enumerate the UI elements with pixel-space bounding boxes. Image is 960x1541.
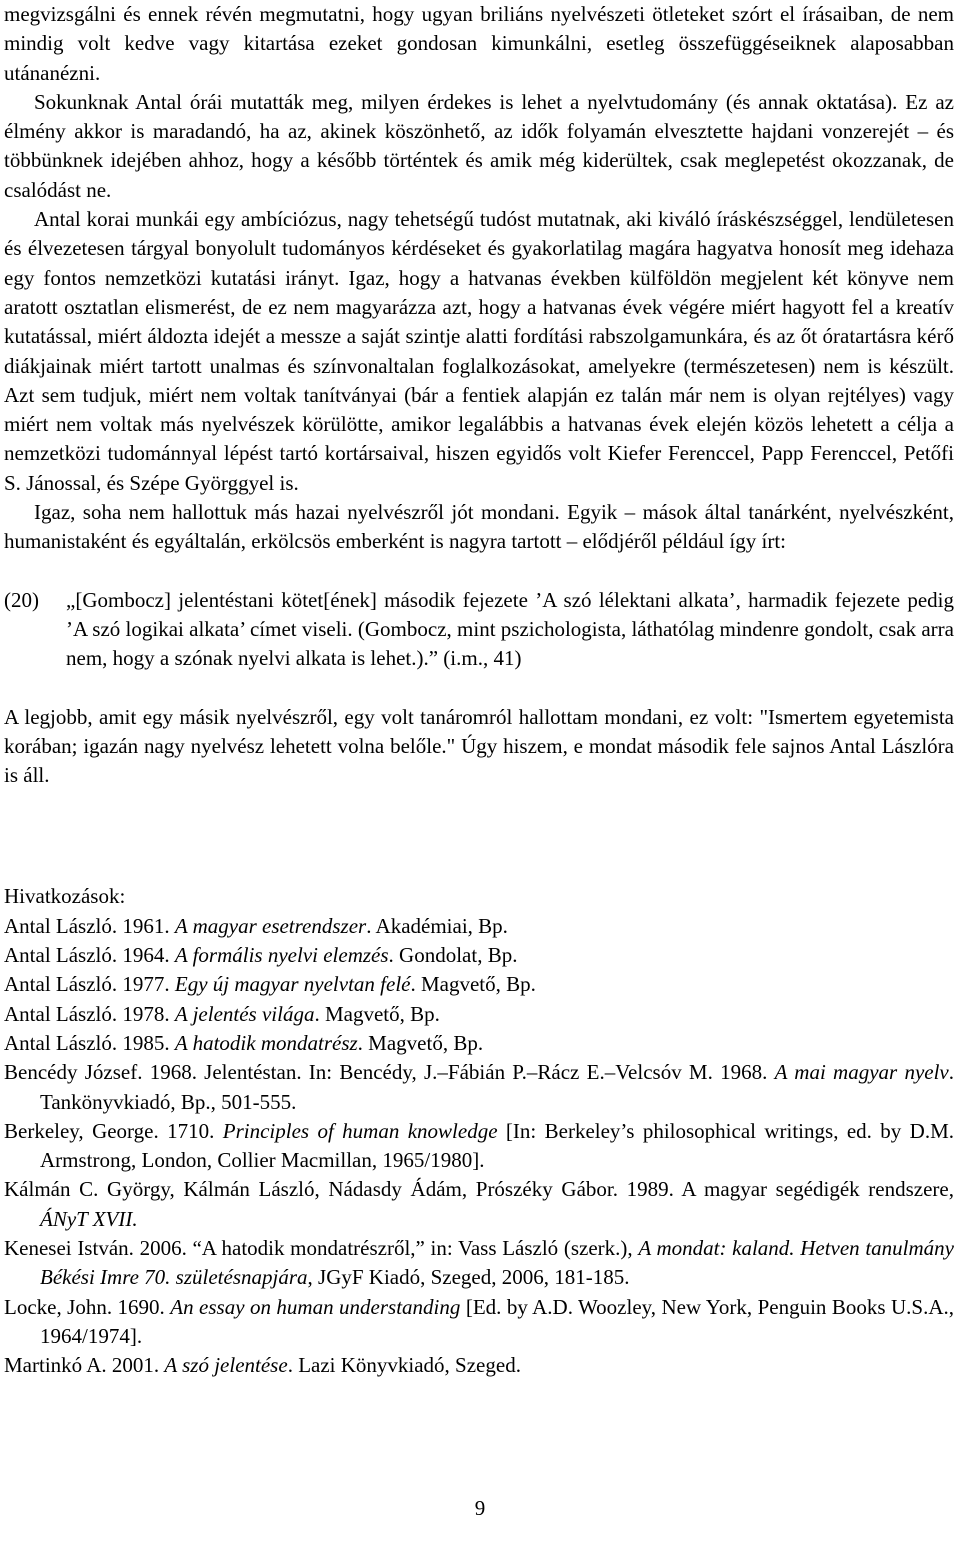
reference-item — [4, 941, 954, 970]
reference-text: Martinkó A. 2001. — [4, 1353, 165, 1378]
reference-text: Kenesei István. 2006. “A hatodik mondatrészről,” in: Vass László (szerk.), — [4, 1235, 639, 1260]
reference-title: ÁNyT XVII. — [40, 1206, 138, 1231]
reference-text: Antal László. 1978. — [4, 1001, 175, 1026]
reference-text: Locke, John. 1690. — [4, 1294, 171, 1319]
reference-item — [4, 1175, 954, 1234]
reference-title: A formális nyelvi elemzés — [174, 943, 389, 968]
reference-text: Antal László. 1964. — [4, 943, 175, 968]
reference-item — [4, 1058, 954, 1117]
reference-item — [4, 970, 954, 999]
closing-paragraph: A legjobb, amit egy másik nyelvészről, egy volt tanáromról hallottam mondani, ez volt: "Ismertem egyetemista korában; igazán nagy nyelvész lehetett volna belőle." Úgy hiszem, e mondat második fele sajnos Antal Lászlóra is áll. — [4, 704, 954, 788]
reference-source: [In: Berkeley’s philosophical writings, ed. by D.M. Armstrong, London, Collier Macmillan, 1965/1980]. — [40, 1118, 955, 1173]
reference-title: A szó jelentése — [164, 1353, 288, 1378]
reference-source: . Tankönyvkiadó, Bp., 501-555. — [40, 1060, 954, 1114]
reference-text: Kálmán C. György, Kálmán László, Nádasdy Ádám, Prószéky Gábor. 1989. A magyar segédigék rendszere, — [4, 1177, 954, 1202]
reference-title: A hatodik mondatrész — [174, 1030, 358, 1055]
reference-text: Berkeley, George. 1710. — [4, 1118, 223, 1143]
references-heading: Hivatkozások: — [4, 884, 126, 909]
reference-source: [Ed. by A.D. Woozley, New York, Penguin Books U.S.A., 1964/1974]. — [40, 1294, 954, 1348]
reference-item — [4, 1000, 954, 1029]
reference-source: . Magvető, Bp. — [357, 1030, 484, 1055]
reference-source: . Magvető, Bp. — [410, 972, 536, 997]
reference-source: . Akadémiai, Bp. — [366, 913, 508, 938]
reference-title: A mai magyar nyelv — [774, 1060, 949, 1085]
reference-source: . Magvető, Bp. — [314, 1001, 440, 1026]
reference-item — [4, 912, 954, 941]
references-list — [4, 912, 954, 1381]
reference-text: Antal László. 1985. — [4, 1030, 175, 1055]
reference-text: Antal László. 1977. — [4, 972, 175, 997]
reference-item — [4, 1351, 954, 1380]
reference-source: . Gondolat, Bp. — [388, 943, 518, 968]
page-number: 9 — [474, 1496, 486, 1520]
reference-title: A mondat: kaland. Hetven tanulmány Békési Imre 70. születésnapjára — [40, 1235, 955, 1290]
document-page — [4, 0, 954, 1380]
reference-title: A magyar esetrendszer — [174, 913, 367, 938]
paragraph-3: Antal korai munkái egy ambíciózus, nagy tehetségű tudóst mutatnak, aki kiváló íráskészséggel, lendületesen és élvezetesen tárgyal bonyolult tudományos kérdéseket és gyakorlatilag magára hagyatva honosít meg idehaza egy fontos nemzetközi kutatási irányt. Igaz, hogy a hatvanas években külföldön megjelent két könyve nem aratott osztatlan elismerést, de ez nem magyarázza azt, hogy a hatvanas évek végére miért hagyott fel a kreatív kutatással, miért áldozta idejét a messze a saját szintje alatti fordítási rabszolgamunkára, és az őt óratartásra kérő diákjainak miért tartott unalmas és színvonaltalan foglalkozásokat, amelyekre (természetesen) nem is készült. Azt sem tudjuk, miért nem voltak tanítványai (bár a fentiek alapján ez talán már nem is olyan rejtélyes) vagy miért nem voltak más nyelvészek körülötte, amikor legalábbis a hatvanas évek elején közös lehetett a célja a nemzetközi tudománnyal lépést tartó kortársaival, hiszen egyidős volt Kiefer Ferenccel, Papp Ferenccel, Petőfi S. Jánossal, és Szépe Györggyel is. — [4, 207, 954, 495]
reference-text: Antal László. 1961. — [4, 913, 175, 938]
reference-title: Principles of human knowledge — [222, 1118, 498, 1143]
reference-title: An essay on human understanding — [170, 1294, 461, 1319]
reference-item — [4, 1293, 954, 1352]
paragraph-2: Sokunknak Antal órái mutatták meg, milyen érdekes is lehet a nyelvtudomány (és annak oktatása). Ez az élmény akkor is maradandó, ha az, akinek köszönhető, az idők folyamán elvesztette hajdani vonzerejét – és többünknek idejében ahhoz, hogy a később történtek és amik még kiderültek, csak meglepetést okozzanak, de csalódást ne. — [4, 89, 954, 202]
reference-title: A jelentés világa — [174, 1001, 315, 1026]
reference-title: Egy új magyar nyelvtan felé — [174, 972, 411, 997]
reference-source: , JGyF Kiadó, Szeged, 2006, 181-185. — [307, 1265, 630, 1290]
paragraph-1: megvizsgálni és ennek révén megmutatni, hogy ugyan briliáns nyelvészeti ötleteket szórt el írásaiban, de nem mindig volt kedve vagy kitartása ezeket gondosan kimunkálni, esetleg összefüggéseiknek alaposabban utánanézni. — [4, 2, 954, 85]
reference-item — [4, 1029, 954, 1058]
reference-item — [4, 1117, 954, 1176]
example-quote: „[Gombocz] jelentéstani kötet[ének] második fejezete ’A szó lélektani alkata’, harmadik fejezete pedig ’A szó logikai alkata’ címet viseli. (Gombocz, mint pszichologista, láthatólag mindenre gondolt, csak arra nem, hogy a szónak nyelvi alkata is lehet.).” (i.m., 41) — [66, 587, 954, 671]
example-number: (20) — [4, 587, 39, 612]
reference-item — [4, 1234, 954, 1293]
paragraph-4: Igaz, soha nem hallottuk más hazai nyelvészről jót mondani. Egyik – mások által tanárként, nyelvészként, humanistaként és egyáltalán, erkölcsös emberként is nagyra tartott – elődjéről például így írt: — [4, 500, 954, 554]
reference-text: Bencédy József. 1968. Jelentéstan. In: Bencédy, J.–Fábián P.–Rácz E.–Velcsóv M. 1968. — [4, 1060, 775, 1085]
example-20 — [4, 586, 954, 674]
reference-source: . Lazi Könyvkiadó, Szeged. — [287, 1353, 521, 1378]
